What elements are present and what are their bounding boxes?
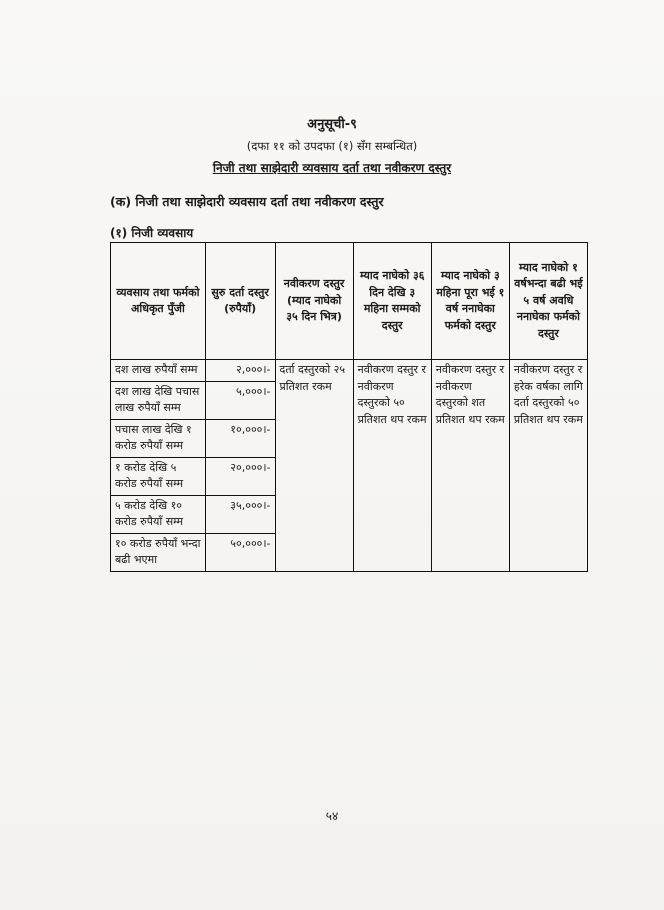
row-category: ५ करोड देखि १० करोड रुपैयाँ सम्म	[111, 495, 206, 533]
table-header-row	[111, 243, 588, 360]
row-fee: १०,०००।-	[205, 419, 275, 457]
row-category: दश लाख देखि पचास लाख रुपैयाँ सम्म	[111, 381, 206, 419]
fee-table	[110, 242, 588, 572]
merged-3-months-fee: नवीकरण दस्तुर र नवीकरण दस्तुरको शत प्रतिशत थप रकम	[431, 360, 509, 572]
merged-1-year-fee: नवीकरण दस्तुर र हरेक वर्षका लागि दर्ता दस्तुरको ५० प्रतिशत थप रकम	[509, 360, 587, 572]
row-category: १ करोड देखि ५ करोड रुपैयाँ सम्म	[111, 457, 206, 495]
schedule-subtitle: (दफा ११ को उपदफा (१) सँग सम्बन्धित)	[246, 139, 418, 153]
header-initial-fee: सुरु दर्ता दस्तुर (रुपैयाँ)	[205, 243, 275, 360]
merged-renewal-fee: दर्ता दस्तुरको २५ प्रतिशत रकम	[275, 360, 353, 572]
row-fee: २,०००।-	[205, 360, 275, 382]
header-3-months-to-1-year: म्याद नाघेको ३ महिना पूरा भई १ वर्ष ननाघेका फर्मको दस्तुर	[431, 243, 509, 360]
header-renewal-fee: नवीकरण दस्तुर (म्याद नाघेको ३५ दिन भित्र)	[275, 243, 353, 360]
merged-36-days-fee: नवीकरण दस्तुर र नवीकरण दस्तुरको ५० प्रतिशत थप रकम	[353, 360, 431, 572]
header-36-days-to-3-months: म्याद नाघेको ३६ दिन देखि ३ महिना सम्मको दस्तुर	[353, 243, 431, 360]
row-fee: २०,०००।-	[205, 457, 275, 495]
row-category: पचास लाख देखि १ करोड रुपैयाँ सम्म	[111, 419, 206, 457]
row-fee: ५०,०००।-	[205, 533, 275, 571]
row-category: दश लाख रुपैयाँ सम्म	[111, 360, 206, 382]
schedule-heading: निजी तथा साझेदारी व्यवसाय दर्ता तथा नवीकरण दस्तुर	[212, 161, 452, 175]
table-row	[111, 360, 588, 382]
section-title: (क) निजी तथा साझेदारी व्यवसाय दर्ता तथा नवीकरण दस्तुर	[110, 194, 384, 209]
row-fee: ३५,०००।-	[205, 495, 275, 533]
subsection-title: (१) निजी व्यवसाय	[110, 226, 194, 240]
schedule-title: अनुसूची-९	[307, 117, 357, 132]
header-capital: व्यवसाय तथा फर्मको अधिकृत पुँजी	[111, 243, 206, 360]
page-number: ५४	[325, 809, 339, 823]
header-1-to-5-years: म्याद नाघेको १ वर्षभन्दा बढी भई ५ वर्ष अवधि ननाघेका फर्मको दस्तुर	[509, 243, 587, 360]
row-fee: ५,०००।-	[205, 381, 275, 419]
row-category: १० करोड रुपैयाँ भन्दा बढी भएमा	[111, 533, 206, 571]
